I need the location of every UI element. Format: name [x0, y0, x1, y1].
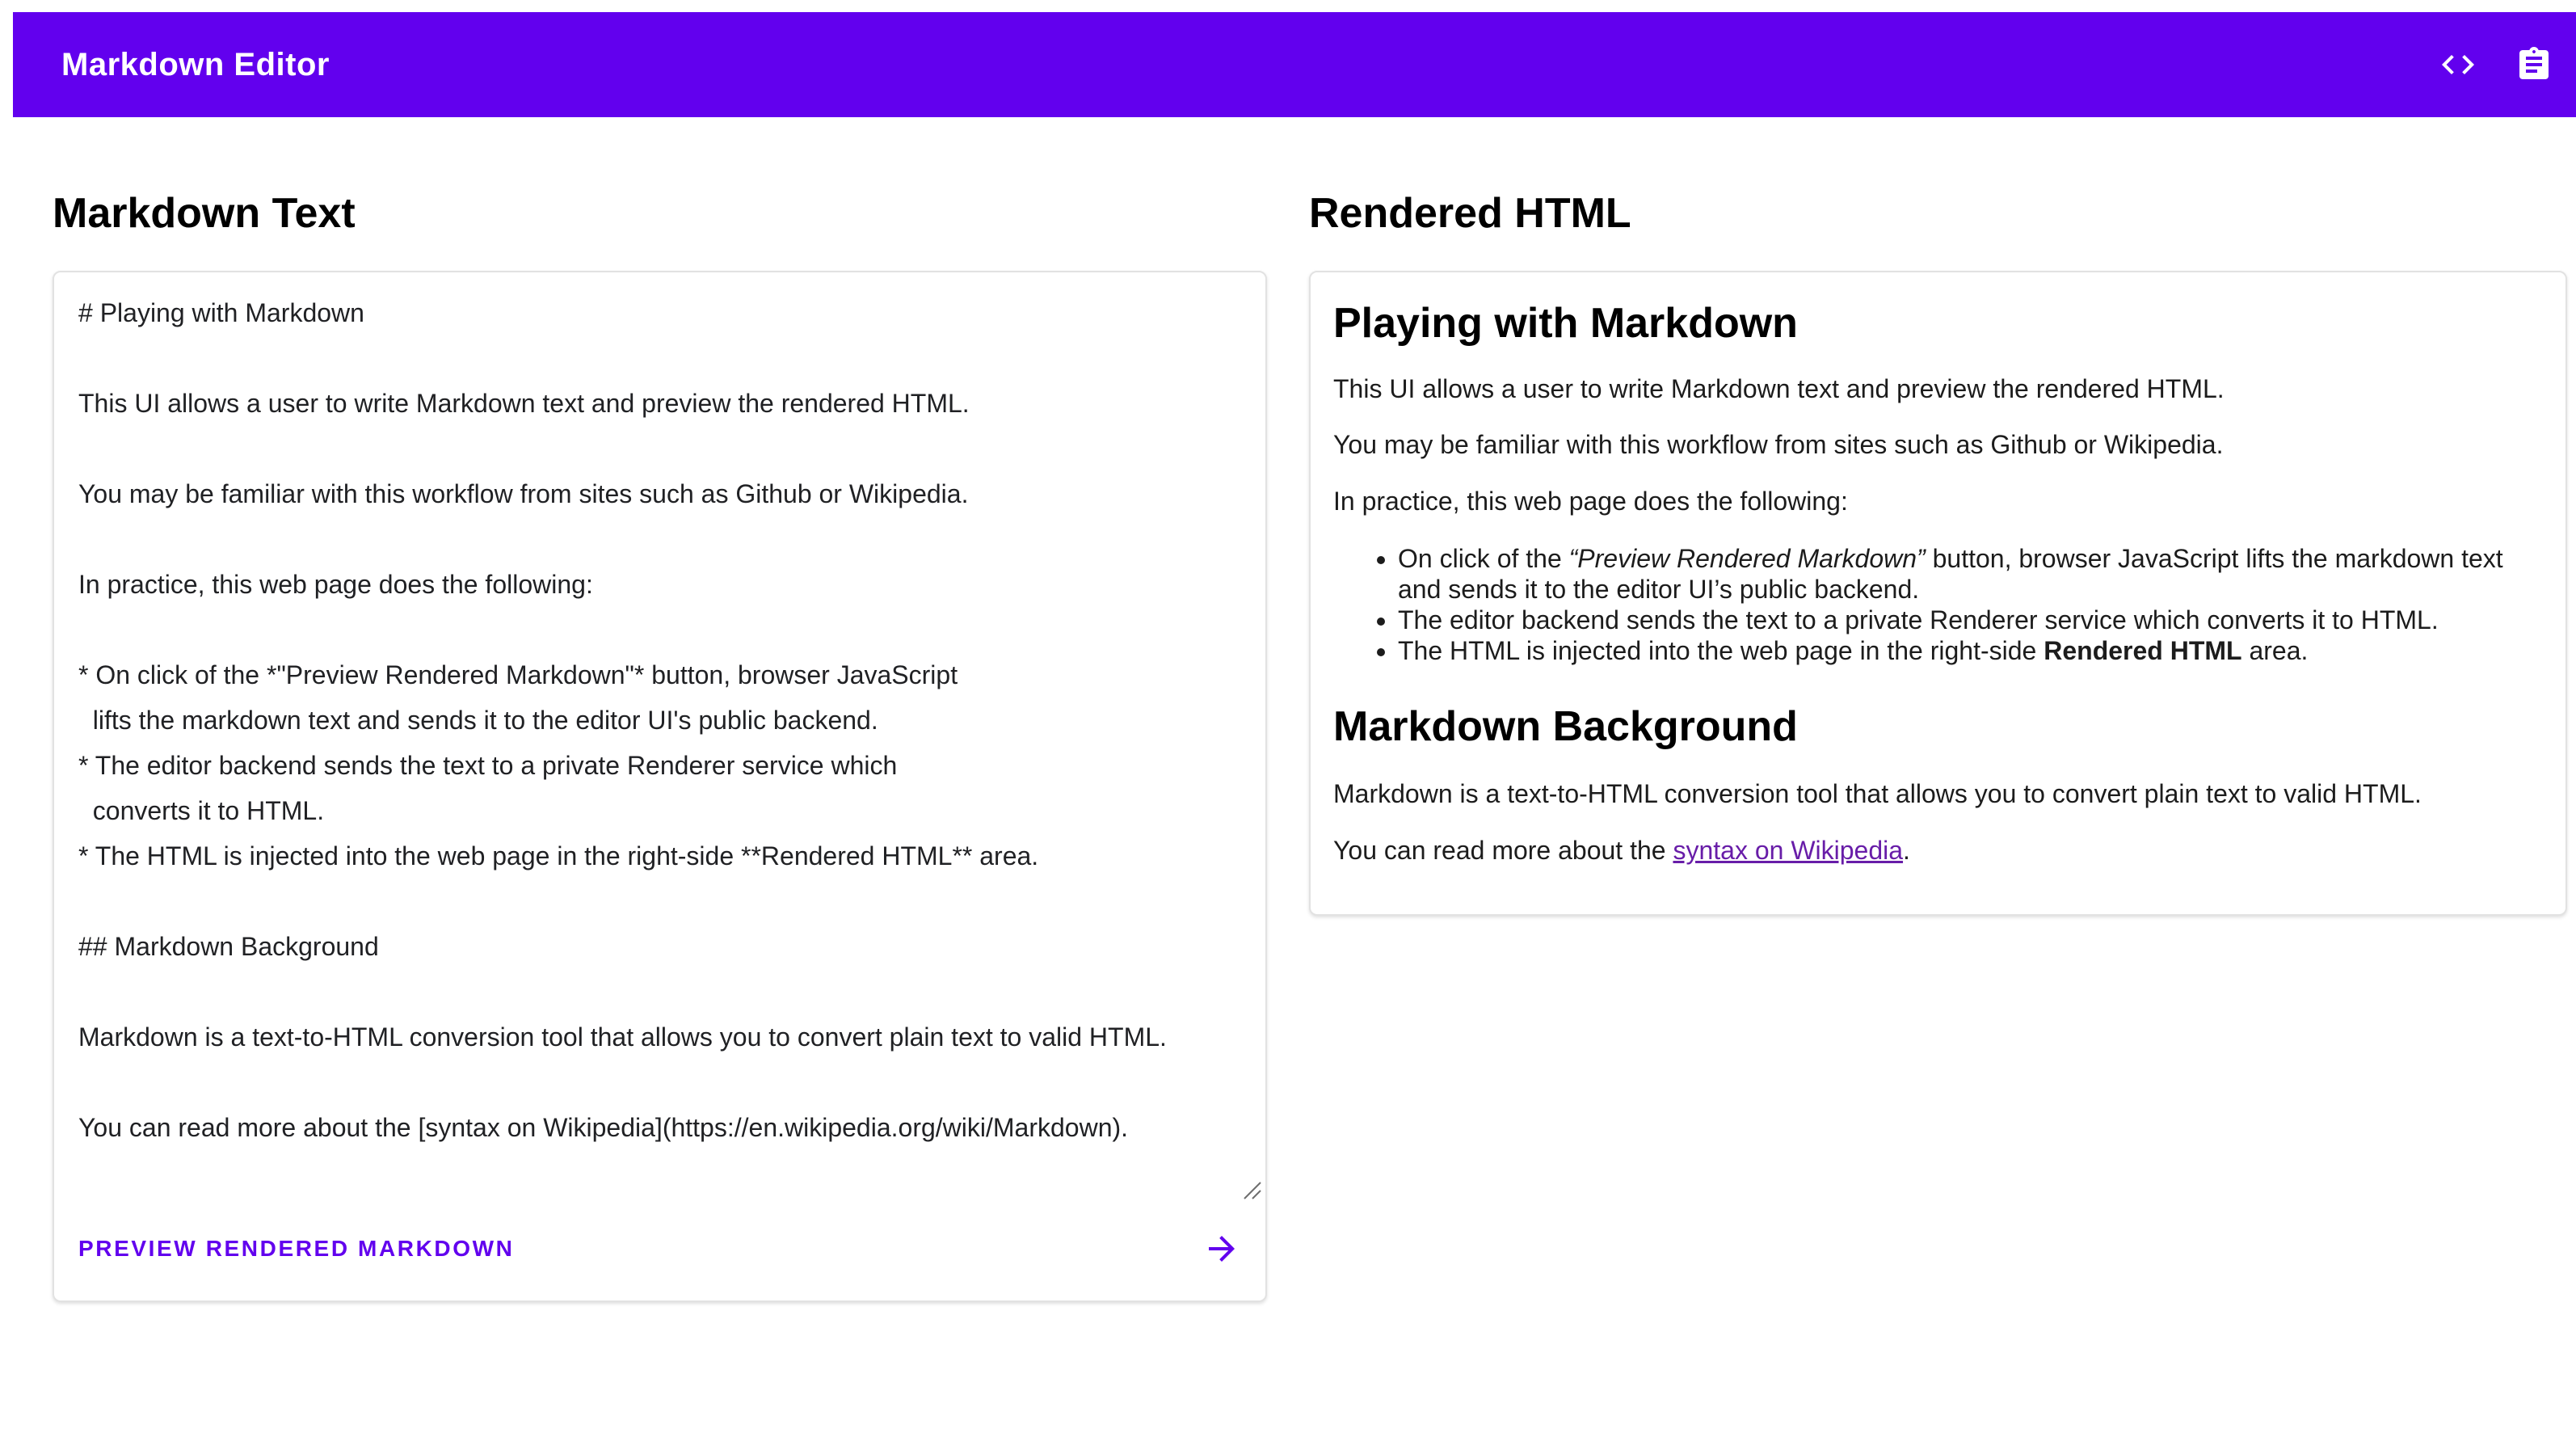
- preview-heading: Rendered HTML: [1309, 190, 1631, 237]
- rendered-title: Playing with Markdown: [1333, 299, 1798, 347]
- markdown-input-wrap: [54, 290, 1265, 1203]
- code-icon-glyph: [2439, 45, 2477, 84]
- list-item-bold-text: Rendered HTML: [2044, 636, 2242, 666]
- list-item-text: button, browser JavaScript lifts the markdown text and sends it to the editor UI’s public backend.: [1398, 543, 2503, 604]
- arrow-forward-glyph: [1202, 1229, 1241, 1268]
- arrow-forward-icon[interactable]: [1202, 1229, 1241, 1268]
- preview-column: [1309, 117, 2567, 1302]
- app-title: Markdown Editor: [61, 46, 330, 82]
- content: [0, 117, 2576, 1302]
- preview-card: [1309, 271, 2567, 917]
- editor-column: [53, 117, 1267, 1302]
- editor-card: [53, 271, 1267, 1302]
- rendered-paragraph-1: This UI allows a user to write Markdown text and preview the rendered HTML.: [1333, 373, 2225, 403]
- list-item-text: On click of the: [1398, 543, 1569, 573]
- clipboard-icon-glyph: [2515, 45, 2553, 84]
- app-header: [13, 12, 2576, 117]
- list-item-italic-text: “Preview Rendered Markdown”: [1568, 543, 1926, 573]
- list-item: [1398, 635, 2543, 666]
- clipboard-icon[interactable]: [2515, 45, 2553, 84]
- app-header-actions: [2439, 45, 2553, 84]
- rendered-paragraph-2: You may be familiar with this workflow from sites such as Github or Wikipedia.: [1333, 430, 2224, 460]
- resize-handle-glyph: [1241, 1179, 1262, 1200]
- rendered-paragraph-text: .: [1903, 835, 1910, 865]
- resize-handle-icon[interactable]: [1241, 1179, 1262, 1200]
- list-item-text: area.: [2241, 636, 2309, 666]
- preview-button[interactable]: PREVIEW RENDERED MARKDOWN: [78, 1235, 515, 1261]
- editor-card-actions: [54, 1203, 1265, 1300]
- rendered-paragraph-text: You can read more about the: [1333, 835, 1673, 865]
- rendered-paragraph-5: [1333, 836, 2543, 866]
- wikipedia-link[interactable]: syntax on Wikipedia: [1673, 835, 1904, 865]
- list-item: • The editor backend sends the text to a private Renderer service which converts it to HTML.: [1398, 605, 2543, 635]
- editor-heading: Markdown Text: [53, 190, 356, 237]
- list-item: [1398, 543, 2543, 605]
- markdown-input[interactable]: [54, 290, 1265, 1203]
- rendered-paragraph-3: In practice, this web page does the following:: [1333, 487, 1848, 516]
- list-item-text: The HTML is injected into the web page in the right-side: [1398, 636, 2044, 666]
- rendered-subtitle: Markdown Background: [1333, 703, 1798, 751]
- rendered-paragraph-4: Markdown is a text-to-HTML conversion tool that allows you to convert plain text to valid HTML.: [1333, 778, 2422, 808]
- rendered-list: [1333, 543, 2543, 666]
- code-icon[interactable]: [2439, 45, 2477, 84]
